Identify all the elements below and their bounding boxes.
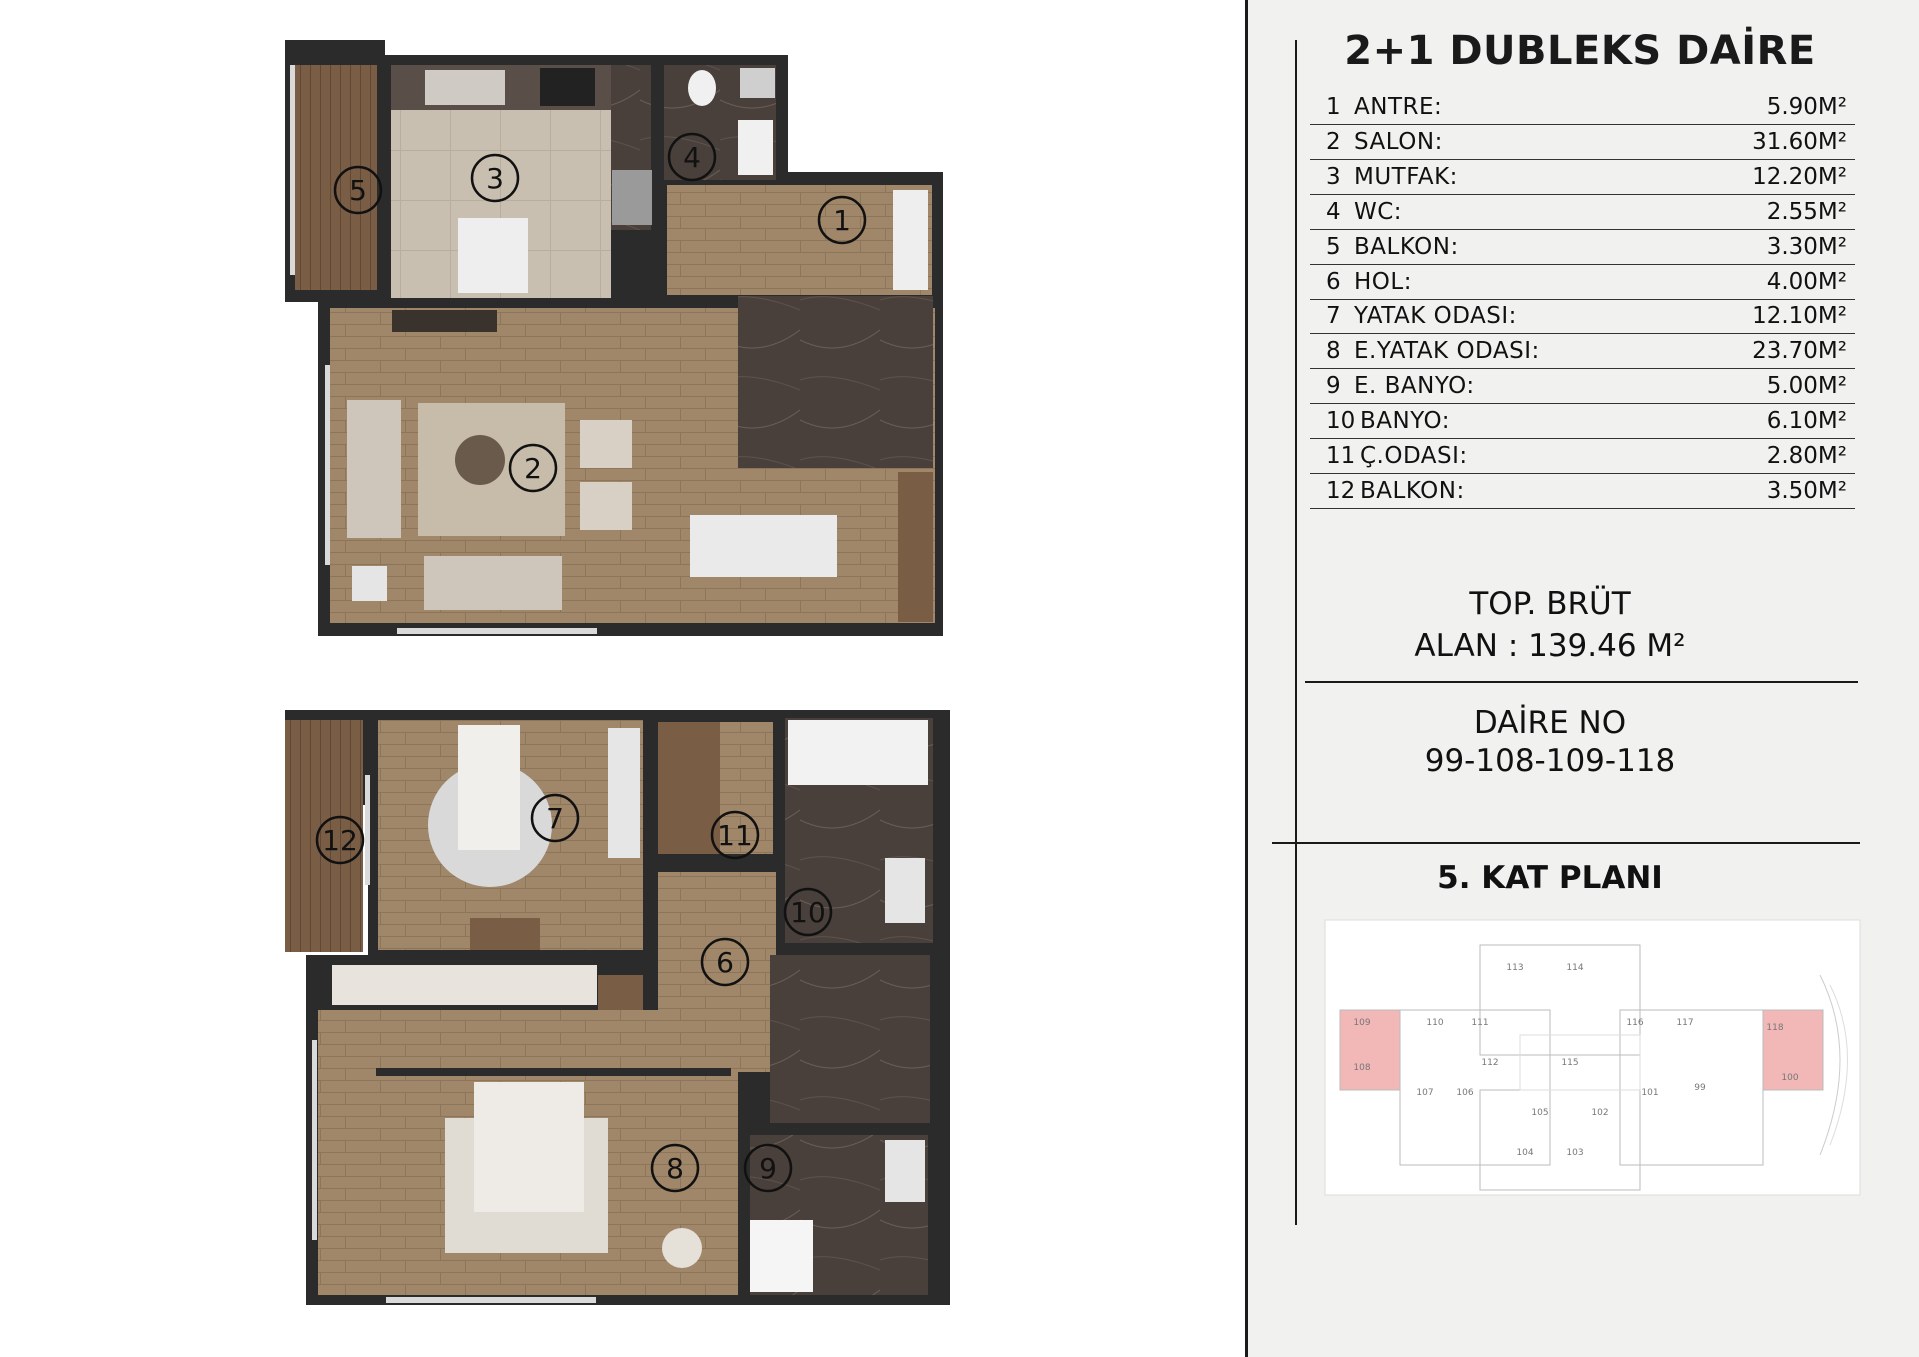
room-area: 2.80M² (1766, 443, 1847, 469)
room-number: 10 (1326, 408, 1356, 435)
entrance-1 (667, 185, 932, 295)
room-number: 2 (1326, 128, 1341, 155)
room-area: 12.20M² (1752, 163, 1847, 190)
room-name: WC: (1354, 198, 1403, 225)
room-number: 12 (1326, 477, 1356, 504)
room-area: 5.00M² (1766, 373, 1847, 400)
key-plan-unit-label: 116 (1626, 1018, 1644, 1028)
key-plan-unit-label: 110 (1426, 1018, 1444, 1028)
key-plan-unit-label: 118 (1766, 1023, 1784, 1033)
panel-border (1245, 0, 1248, 1357)
room-row (1310, 230, 1855, 265)
room-number: 7 (1326, 303, 1341, 330)
unit-numbers: 99-108-109-118 (1424, 743, 1676, 779)
key-plan-unit-label: 117 (1676, 1018, 1694, 1028)
key-plan-unit-label: 115 (1561, 1058, 1579, 1068)
room-marker-label: 2 (524, 452, 542, 485)
room-marker-label: 9 (759, 1152, 777, 1185)
room-marker-label: 4 (683, 141, 701, 174)
room-marker-label: 6 (716, 946, 734, 979)
room-name: MUTFAK: (1354, 163, 1458, 190)
key-plan-unit-label: 113 (1506, 963, 1524, 973)
room-name: E.YATAK ODASI: (1354, 338, 1540, 365)
room-row (1310, 439, 1855, 474)
room-name: HOL: (1354, 268, 1412, 295)
room-name: ANTRE: (1354, 94, 1443, 120)
key-plan-unit-label: 105 (1531, 1108, 1549, 1118)
room-marker-label: 8 (666, 1152, 684, 1185)
upper-floor-plan (285, 40, 943, 636)
room-row (1310, 160, 1855, 195)
key-plan-svg (1320, 915, 1865, 1205)
room-area: 4.00M² (1766, 268, 1847, 295)
room-number: 1 (1326, 94, 1341, 120)
room-area: 3.50M² (1766, 477, 1847, 504)
key-plan-unit-label: 99 (1694, 1083, 1706, 1093)
key-plan-unit-label: 112 (1481, 1058, 1499, 1068)
key-plan-unit-label: 106 (1456, 1088, 1474, 1098)
key-plan (1320, 915, 1865, 1205)
room-area: 6.10M² (1766, 408, 1847, 435)
key-plan-unit-label: 107 (1416, 1088, 1434, 1098)
room-row (1310, 195, 1855, 230)
room-row (1310, 369, 1855, 404)
divider-2 (1272, 842, 1860, 844)
room-row (1310, 334, 1855, 369)
upper-stair (738, 296, 933, 468)
room-marker-label: 1 (833, 204, 851, 237)
room-number: 11 (1326, 443, 1356, 469)
room-name: BALKON: (1360, 477, 1465, 504)
key-plan-unit-label: 114 (1566, 963, 1584, 973)
room-row (1310, 404, 1855, 439)
panel-vertical-rule (1295, 40, 1297, 1225)
room-number: 9 (1326, 373, 1341, 400)
lower-stair (770, 955, 930, 1123)
room-area: 31.60M² (1752, 128, 1847, 155)
unit-label: DAİRE NO (1473, 705, 1627, 741)
key-plan-unit-label: 103 (1566, 1148, 1584, 1158)
apartment-title: 2+1 DUBLEKS DAİRE (1344, 28, 1816, 74)
room-name: E. BANYO: (1354, 373, 1475, 400)
room-area: 23.70M² (1752, 338, 1847, 365)
room-area: 2.55M² (1766, 198, 1847, 225)
key-plan-unit-label: 109 (1353, 1018, 1371, 1028)
room-number: 5 (1326, 233, 1341, 260)
room-area: 3.30M² (1766, 233, 1847, 260)
room-row (1310, 265, 1855, 300)
room-number: 4 (1326, 198, 1341, 225)
key-plan-unit-label: 102 (1591, 1108, 1609, 1118)
room-marker-label: 5 (349, 174, 367, 207)
room-area: 5.90M² (1766, 94, 1847, 120)
room-marker-label: 7 (546, 802, 564, 835)
room-number: 6 (1326, 268, 1341, 295)
total-area: ALAN : 139.46 M² (1414, 628, 1686, 664)
lower-floor-plan (285, 710, 950, 1305)
room-number: 8 (1326, 338, 1341, 365)
room-marker-label: 12 (322, 824, 358, 857)
divider-1 (1305, 681, 1858, 683)
room-number: 3 (1326, 163, 1341, 190)
room-marker-label: 11 (717, 819, 753, 852)
key-plan-unit-label: 100 (1781, 1073, 1799, 1083)
room-row (1310, 299, 1855, 334)
room-name: YATAK ODASI: (1354, 303, 1517, 330)
floor-plan-title: 5. KAT PLANI (1437, 860, 1663, 896)
key-plan-unit-label: 101 (1641, 1088, 1659, 1098)
room-marker-label: 10 (790, 896, 826, 929)
key-plan-unit-label: 108 (1353, 1063, 1371, 1073)
room-name: Ç.ODASI: (1360, 443, 1468, 469)
key-plan-unit-label: 104 (1516, 1148, 1534, 1158)
room-row (1310, 474, 1855, 509)
total-label: TOP. BRÜT (1469, 586, 1631, 622)
room-area: 12.10M² (1752, 303, 1847, 330)
room-row (1310, 90, 1855, 125)
room-name: SALON: (1354, 128, 1443, 155)
room-name: BANYO: (1360, 408, 1450, 435)
room-row (1310, 125, 1855, 160)
key-plan-unit-label: 111 (1471, 1018, 1489, 1028)
room-name: BALKON: (1354, 233, 1459, 260)
room-marker-label: 3 (486, 162, 504, 195)
